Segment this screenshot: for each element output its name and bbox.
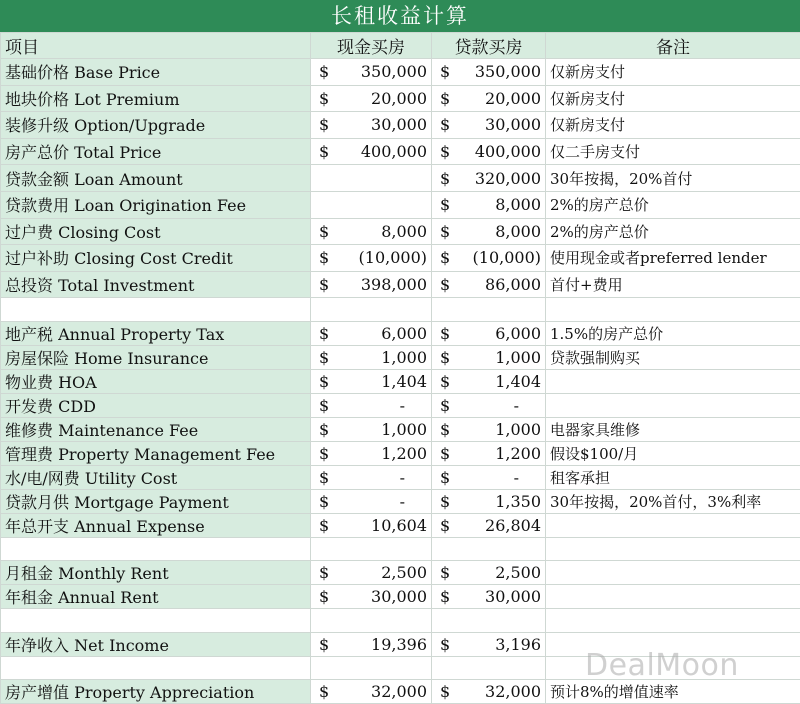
loan-value: 3,196 xyxy=(495,635,541,654)
cash-value: 398,000 xyxy=(361,275,427,294)
loan-value: 20,000 xyxy=(485,89,541,108)
loan-value: - xyxy=(514,396,541,415)
row-note xyxy=(546,561,800,585)
row-label: 房屋保险 Home Insurance xyxy=(1,345,311,369)
loan-cell xyxy=(432,656,546,679)
cash-cell xyxy=(311,609,432,632)
row-note xyxy=(546,656,800,679)
cash-value: 2,500 xyxy=(381,563,427,582)
header-item: 项目 xyxy=(1,33,311,59)
row-label: 物业费 HOA xyxy=(1,369,311,393)
loan-value: 30,000 xyxy=(485,587,541,606)
table-row xyxy=(1,321,800,345)
loan-cell xyxy=(432,165,546,192)
currency-symbol: $ xyxy=(315,492,329,511)
cash-cell xyxy=(311,112,432,139)
loan-cell xyxy=(432,321,546,345)
row-label: 贷款金额 Loan Amount xyxy=(1,165,311,192)
currency-symbol: $ xyxy=(315,62,329,81)
cash-value: 10,604 xyxy=(371,516,427,535)
loan-cell xyxy=(432,112,546,139)
cash-value: - xyxy=(400,468,427,487)
loan-cell xyxy=(432,417,546,441)
row-label: 房产总价 Total Price xyxy=(1,138,311,165)
loan-value: - xyxy=(514,468,541,487)
cash-cell xyxy=(311,561,432,585)
cash-cell xyxy=(311,679,432,703)
loan-cell xyxy=(432,537,546,560)
row-label: 年租金 Annual Rent xyxy=(1,585,311,609)
currency-symbol: $ xyxy=(436,89,450,108)
currency-symbol: $ xyxy=(315,563,329,582)
loan-cell xyxy=(432,585,546,609)
loan-value: 8,000 xyxy=(495,195,541,214)
table-row xyxy=(1,138,800,165)
loan-cell xyxy=(432,632,546,656)
row-note: 假设$100/月 xyxy=(546,441,800,465)
loan-value: 32,000 xyxy=(485,682,541,701)
page-title: 长租收益计算 xyxy=(0,0,800,33)
cash-value: - xyxy=(400,492,427,511)
row-label: 贷款月供 Mortgage Payment xyxy=(1,489,311,513)
table-row xyxy=(1,59,800,86)
row-label xyxy=(1,298,311,321)
currency-symbol: $ xyxy=(436,682,450,701)
table-row xyxy=(1,218,800,245)
loan-value: 1,200 xyxy=(495,444,541,463)
cash-value: (10,000) xyxy=(359,248,427,267)
currency-symbol: $ xyxy=(315,396,329,415)
table-row xyxy=(1,345,800,369)
row-note: 贷款强制购买 xyxy=(546,345,800,369)
rent-calculation-table xyxy=(0,32,800,704)
loan-value: 350,000 xyxy=(475,62,541,81)
currency-symbol: $ xyxy=(315,89,329,108)
loan-cell xyxy=(432,59,546,86)
row-label: 年总开支 Annual Expense xyxy=(1,513,311,537)
table-row xyxy=(1,85,800,112)
currency-symbol: $ xyxy=(315,516,329,535)
currency-symbol: $ xyxy=(436,348,450,367)
row-note xyxy=(546,369,800,393)
row-note xyxy=(546,393,800,417)
row-note xyxy=(546,632,800,656)
row-label: 过户补助 Closing Cost Credit xyxy=(1,245,311,272)
row-label: 贷款费用 Loan Origination Fee xyxy=(1,191,311,218)
table-row xyxy=(1,679,800,703)
row-note xyxy=(546,537,800,560)
cash-value: 1,200 xyxy=(381,444,427,463)
cash-cell xyxy=(311,138,432,165)
cash-value: 32,000 xyxy=(371,682,427,701)
currency-symbol: $ xyxy=(436,444,450,463)
row-label: 管理费 Property Management Fee xyxy=(1,441,311,465)
cash-cell xyxy=(311,537,432,560)
loan-value: (10,000) xyxy=(473,248,541,267)
currency-symbol: $ xyxy=(436,468,450,487)
row-note: 首付+费用 xyxy=(546,271,800,298)
cash-cell xyxy=(311,369,432,393)
currency-symbol: $ xyxy=(436,195,450,214)
row-label: 装修升级 Option/Upgrade xyxy=(1,112,311,139)
currency-symbol: $ xyxy=(436,222,450,241)
row-note: 仅新房支付 xyxy=(546,112,800,139)
row-note: 仅二手房支付 xyxy=(546,138,800,165)
row-note: 30年按揭，20%首付，3%利率 xyxy=(546,489,800,513)
currency-symbol: $ xyxy=(315,142,329,161)
cash-cell xyxy=(311,656,432,679)
currency-symbol: $ xyxy=(436,275,450,294)
row-label xyxy=(1,609,311,632)
currency-symbol: $ xyxy=(436,62,450,81)
cash-cell xyxy=(311,59,432,86)
cash-cell xyxy=(311,393,432,417)
loan-cell xyxy=(432,489,546,513)
cash-cell xyxy=(311,191,432,218)
currency-symbol: $ xyxy=(315,682,329,701)
cash-cell xyxy=(311,345,432,369)
row-note: 30年按揭，20%首付 xyxy=(546,165,800,192)
cash-value: 30,000 xyxy=(371,587,427,606)
loan-cell xyxy=(432,138,546,165)
table-row xyxy=(1,465,800,489)
cash-cell xyxy=(311,218,432,245)
loan-cell xyxy=(432,271,546,298)
cash-cell xyxy=(311,417,432,441)
currency-symbol: $ xyxy=(315,420,329,439)
currency-symbol: $ xyxy=(315,275,329,294)
row-note: 预计8%的增值速率 xyxy=(546,679,800,703)
row-label: 年净收入 Net Income xyxy=(1,632,311,656)
row-note: 2%的房产总价 xyxy=(546,218,800,245)
cash-cell xyxy=(311,298,432,321)
cash-value: - xyxy=(400,396,427,415)
blank-row xyxy=(1,298,800,321)
loan-cell xyxy=(432,298,546,321)
table-row xyxy=(1,585,800,609)
table-row xyxy=(1,271,800,298)
loan-value: 8,000 xyxy=(495,222,541,241)
row-label: 水/电/网费 Utility Cost xyxy=(1,465,311,489)
cash-cell xyxy=(311,85,432,112)
row-label: 地产税 Annual Property Tax xyxy=(1,321,311,345)
loan-value: 320,000 xyxy=(475,169,541,188)
cash-cell xyxy=(311,271,432,298)
header-cash: 现金买房 xyxy=(311,33,432,59)
row-note xyxy=(546,298,800,321)
currency-symbol: $ xyxy=(315,587,329,606)
currency-symbol: $ xyxy=(315,324,329,343)
header-note: 备注 xyxy=(546,33,800,59)
loan-value: 1,404 xyxy=(495,372,541,391)
blank-row xyxy=(1,537,800,560)
header-loan: 贷款买房 xyxy=(432,33,546,59)
currency-symbol: $ xyxy=(315,444,329,463)
table-row xyxy=(1,441,800,465)
row-label xyxy=(1,537,311,560)
row-note: 仅新房支付 xyxy=(546,85,800,112)
table-row xyxy=(1,165,800,192)
cash-cell xyxy=(311,245,432,272)
currency-symbol: $ xyxy=(315,468,329,487)
currency-symbol: $ xyxy=(436,324,450,343)
loan-value: 26,804 xyxy=(485,516,541,535)
cash-value: 1,000 xyxy=(381,420,427,439)
table-row xyxy=(1,245,800,272)
cash-cell xyxy=(311,513,432,537)
row-note: 电器家具维修 xyxy=(546,417,800,441)
cash-value: 19,396 xyxy=(371,635,427,654)
table-row xyxy=(1,632,800,656)
currency-symbol: $ xyxy=(436,587,450,606)
currency-symbol: $ xyxy=(315,348,329,367)
currency-symbol: $ xyxy=(436,420,450,439)
row-label: 总投资 Total Investment xyxy=(1,271,311,298)
currency-symbol: $ xyxy=(436,396,450,415)
currency-symbol: $ xyxy=(315,248,329,267)
table-row xyxy=(1,112,800,139)
loan-cell xyxy=(432,245,546,272)
table-row xyxy=(1,191,800,218)
row-label: 月租金 Monthly Rent xyxy=(1,561,311,585)
loan-cell xyxy=(432,85,546,112)
loan-value: 2,500 xyxy=(495,563,541,582)
loan-cell xyxy=(432,513,546,537)
cash-cell xyxy=(311,441,432,465)
loan-cell xyxy=(432,609,546,632)
currency-symbol: $ xyxy=(315,372,329,391)
loan-value: 6,000 xyxy=(495,324,541,343)
loan-value: 1,000 xyxy=(495,420,541,439)
loan-cell xyxy=(432,218,546,245)
header-row xyxy=(1,33,800,59)
row-label xyxy=(1,656,311,679)
cash-cell xyxy=(311,489,432,513)
row-note: 仅新房支付 xyxy=(546,59,800,86)
loan-value: 1,350 xyxy=(495,492,541,511)
cash-value: 400,000 xyxy=(361,142,427,161)
loan-value: 86,000 xyxy=(485,275,541,294)
row-note xyxy=(546,585,800,609)
cash-cell xyxy=(311,632,432,656)
currency-symbol: $ xyxy=(436,563,450,582)
cash-value: 6,000 xyxy=(381,324,427,343)
table-row xyxy=(1,489,800,513)
row-label: 基础价格 Base Price xyxy=(1,59,311,86)
table-row xyxy=(1,369,800,393)
table-row xyxy=(1,513,800,537)
loan-value: 30,000 xyxy=(485,115,541,134)
row-note xyxy=(546,609,800,632)
currency-symbol: $ xyxy=(436,635,450,654)
cash-cell xyxy=(311,585,432,609)
cash-value: 30,000 xyxy=(371,115,427,134)
row-note: 2%的房产总价 xyxy=(546,191,800,218)
cash-value: 8,000 xyxy=(381,222,427,241)
cash-value: 1,000 xyxy=(381,348,427,367)
row-label: 过户费 Closing Cost xyxy=(1,218,311,245)
currency-symbol: $ xyxy=(315,115,329,134)
cash-cell xyxy=(311,165,432,192)
loan-value: 400,000 xyxy=(475,142,541,161)
currency-symbol: $ xyxy=(436,115,450,134)
cash-cell xyxy=(311,321,432,345)
loan-cell xyxy=(432,561,546,585)
currency-symbol: $ xyxy=(315,222,329,241)
blank-row xyxy=(1,656,800,679)
table-row xyxy=(1,393,800,417)
loan-cell xyxy=(432,465,546,489)
row-note: 使用现金或者preferred lender xyxy=(546,245,800,272)
row-note xyxy=(546,513,800,537)
currency-symbol: $ xyxy=(436,169,450,188)
table-row xyxy=(1,561,800,585)
loan-cell xyxy=(432,679,546,703)
row-note: 1.5%的房产总价 xyxy=(546,321,800,345)
cash-value: 20,000 xyxy=(371,89,427,108)
currency-symbol: $ xyxy=(436,372,450,391)
currency-symbol: $ xyxy=(436,142,450,161)
currency-symbol: $ xyxy=(315,635,329,654)
cash-cell xyxy=(311,465,432,489)
row-label: 开发费 CDD xyxy=(1,393,311,417)
cash-value: 350,000 xyxy=(361,62,427,81)
blank-row xyxy=(1,609,800,632)
currency-symbol: $ xyxy=(436,248,450,267)
row-label: 房产增值 Property Appreciation xyxy=(1,679,311,703)
cash-value: 1,404 xyxy=(381,372,427,391)
loan-cell xyxy=(432,393,546,417)
loan-value: 1,000 xyxy=(495,348,541,367)
loan-cell xyxy=(432,345,546,369)
table-row xyxy=(1,417,800,441)
dealmoon-watermark: DealMoon xyxy=(585,648,739,683)
loan-cell xyxy=(432,441,546,465)
currency-symbol: $ xyxy=(436,492,450,511)
row-label: 维修费 Maintenance Fee xyxy=(1,417,311,441)
row-label: 地块价格 Lot Premium xyxy=(1,85,311,112)
row-note: 租客承担 xyxy=(546,465,800,489)
currency-symbol: $ xyxy=(436,516,450,535)
loan-cell xyxy=(432,191,546,218)
loan-cell xyxy=(432,369,546,393)
